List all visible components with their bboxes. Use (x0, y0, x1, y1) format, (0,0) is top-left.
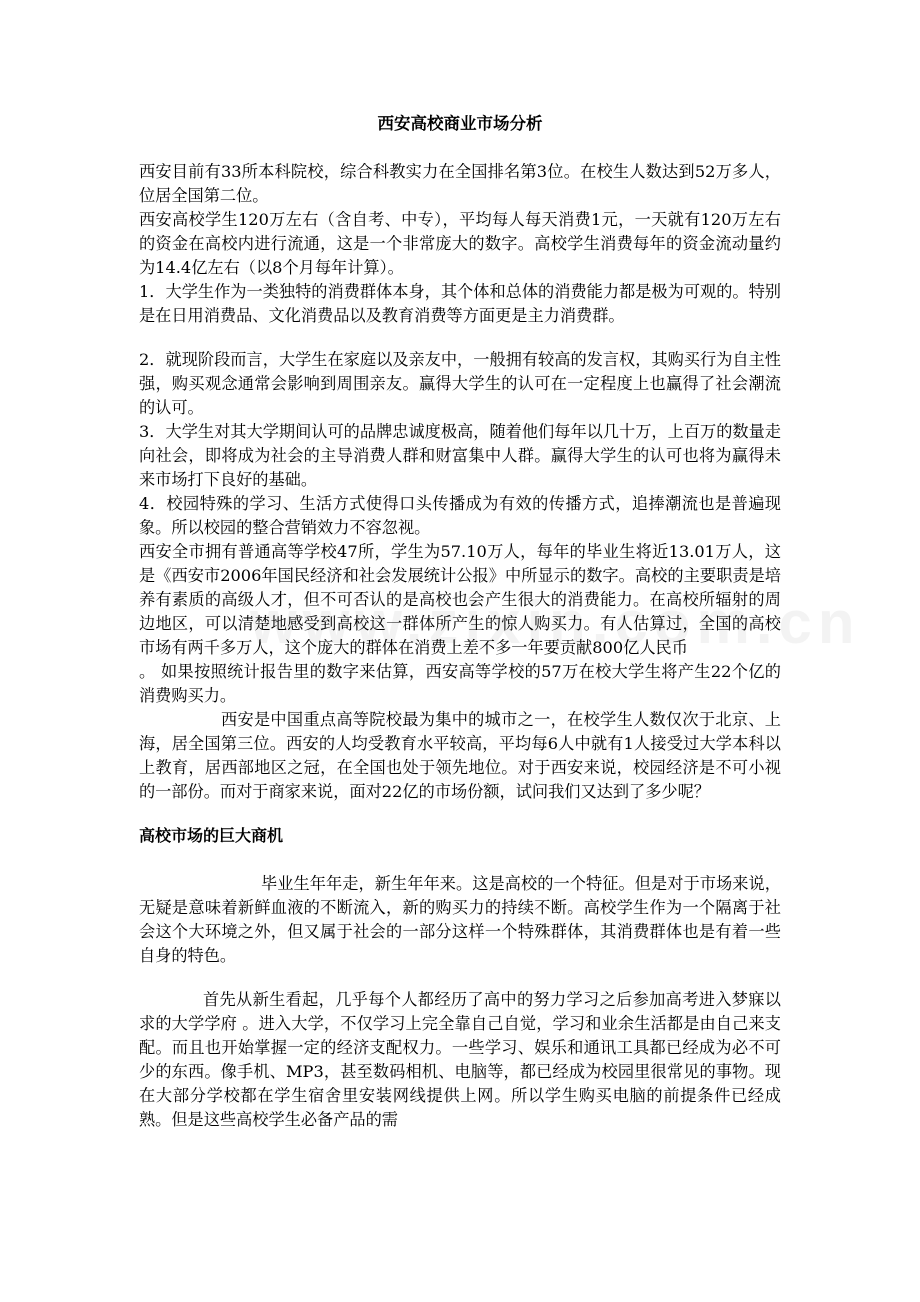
paragraph-point-1: 1．大学生作为一类独特的消费群体本身，其个体和总体的消费能力都是极为可观的。特别是在日用消费品、文化消费品以及教育消费等方面更是主力消费群。 (139, 282, 781, 325)
paragraph-point-3: 3．大学生对其大学期间认可的品牌忠诚度极高，随着他们每年以几十万，上百万的数量走向社会，即将成为社会的主导消费人群和财富集中人群。赢得大学生的认可也将为赢得未来市场打下良好的基础。 (139, 422, 781, 489)
paragraph-statistics: 西安全市拥有普通高等学校47所，学生为57.10万人，每年的毕业生将近13.01万人，这是《西安市2006年国民经济和社会发展统计公报》中所显示的数字。高校的主要职责是培养有素质的高级人才，但不可否认的是高校也会产生很大的消费能力。在高校所辐射的周边地区，可以清楚地感受到高校这一群体所产生的惊人购买力。有人估算过，全国的高校市场有两千多万人，这个庞大的群体在消费上差不多一年要贡献800亿人民币 (139, 542, 781, 657)
blank-line (139, 804, 781, 824)
blank-line (139, 328, 781, 348)
document-content (139, 110, 781, 1132)
paragraph-intro-1: 西安目前有33所本科院校，综合科教实力在全国排名第3位。在校生人数达到52万多人，位居全国第二位。 (139, 162, 781, 205)
document-title: 西安高校商业市场分析 (377, 114, 543, 133)
paragraph-point-4: 4．校园特殊的学习、生活方式使得口头传播成为有效的传播方式，追捧潮流也是普遍现象。所以校园的整合营销效力不容忽视。 (139, 494, 781, 537)
paragraph-market-feature: 毕业生年年走，新生年年来。这是高校的一个特征。但是对于市场来说，无疑是意味着新鲜血液的不断流入，新的购买力的持续不断。高校学生作为一个隔离于社会这个大环境之外，但又属于社会的一部分这样一个特殊群体，其消费群体也是有着一些自身的特色。 (139, 874, 781, 965)
paragraph-estimate: 。 如果按照统计报告里的数字来估算，西安高等学校的57万在校大学生将产生22个亿的消费购买力。 (139, 662, 781, 705)
paragraph-intro-2: 西安高校学生120万左右（含自考、中专），平均每人每天消费1元，一天就有120万左右的资金在高校内进行流通，这是一个非常庞大的数字。高校学生消费每年的资金流动量约为14.4亿左右（以8个月每年计算）。 (139, 210, 781, 277)
paragraph-freshmen: 首先从新生看起，几乎每个人都经历了高中的努力学习之后参加高考进入梦寐以求的大学学府 。进入大学，不仅学习上完全靠自己自觉，学习和业余生活都是由自己来支配。而且也开始掌握一定的经济支配权力。一些学习、娱乐和通讯工具都已经成为必不可少的东西。像手机、MP3，甚至数码相机、电脑等，都已经成为校园里很常见的事物。现在大部分学校都在学生宿舍里安装网线提供上网。所以学生购买电脑的前提条件已经成熟。但是这些高校学生必备产品的需 (139, 990, 781, 1129)
paragraph-point-2: 2．就现阶段而言，大学生在家庭以及亲友中，一般拥有较高的发言权，其购买行为自主性强，购买观念通常会影响到周围亲友。赢得大学生的认可在一定程度上也赢得了社会潮流的认可。 (139, 350, 781, 417)
section-heading: 高校市场的巨大商机 (139, 826, 284, 845)
blank-line (139, 968, 781, 988)
paragraph-xian-overview: 西安是中国重点高等院校最为集中的城市之一，在校学生人数仅次于北京、上海，居全国第三位。西安的人均受教育水平较高，平均每6人中就有1人接受过大学本科以上教育，居西部地区之冠，在全国也处于领先地位。对于西安来说，校园经济是不可小视的一部份。而对于商家来说，面对22亿的市场份额，试问我们又达到了多少呢？ (139, 710, 781, 801)
